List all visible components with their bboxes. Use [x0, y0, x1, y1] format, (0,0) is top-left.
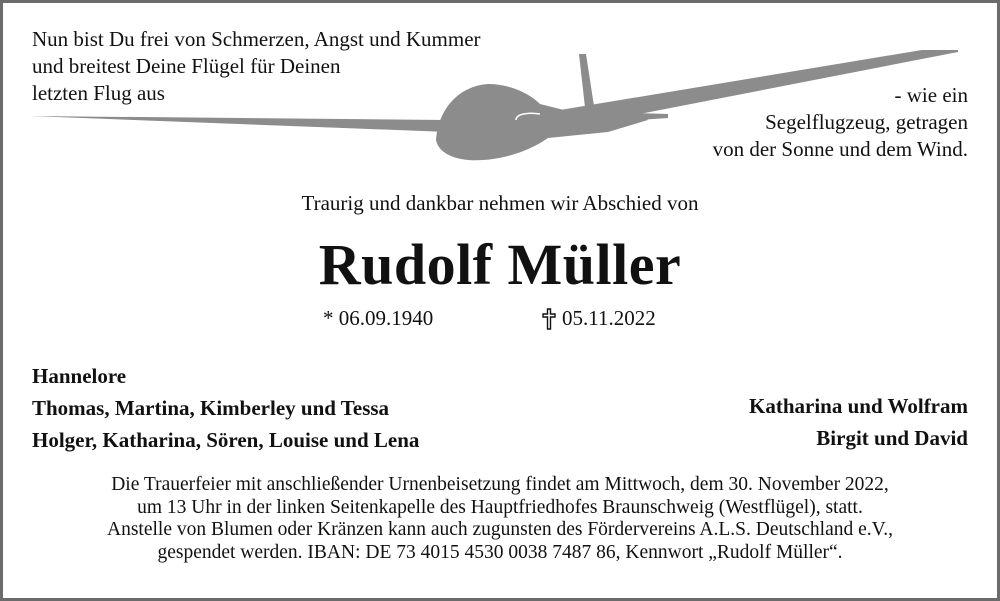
notice-line: gespendet werden. IBAN: DE 73 4015 4530 0038 7487 86, Kennwort „Rudolf Müller“. — [157, 541, 843, 563]
notice-line: um 13 Uhr in der linken Seitenkapelle des Hauptfriedhofes Braunschweig (Westflügel), statt. — [137, 496, 863, 518]
funeral-notice — [0, 474, 1000, 564]
verse-right: - wie ein Segelflugzeug, getragen von der Sonne und dem Wind. — [712, 83, 968, 161]
verse-left: Nun bist Du frei von Schmerzen, Angst und Kummer und breitest Deine Flügel für Deinen letzten Flug aus — [32, 27, 481, 105]
notice-line: Die Trauerfeier mit anschließender Urnenbeisetzung findet am Mittwoch, dem 30. November 2022, — [111, 474, 889, 495]
death-date-group — [542, 306, 656, 331]
cross-icon — [542, 308, 556, 330]
life-dates — [0, 306, 1000, 334]
family-right — [749, 390, 968, 454]
mourner-line: Thomas, Martina, Kimberley und Tessa — [32, 396, 390, 420]
birth-date: * 06.09.1940 — [323, 306, 434, 330]
mourner-line: Holger, Katharina, Sören, Louise und Lena — [32, 428, 420, 452]
deceased-name: Rudolf Müller — [318, 232, 682, 297]
notice-line: Anstelle von Blumen oder Kränzen kann auch zugunsten des Fördervereins A.L.S. Deutschland e.V., — [107, 519, 893, 540]
mourner-line: Katharina und Wolfram — [749, 394, 968, 418]
farewell-intro: Traurig und dankbar nehmen wir Abschied von — [301, 191, 699, 215]
death-date: 05.11.2022 — [562, 306, 656, 330]
mourner-line: Hannelore — [32, 364, 127, 388]
family-left — [32, 360, 419, 456]
mourner-line: Birgit und David — [816, 426, 968, 450]
